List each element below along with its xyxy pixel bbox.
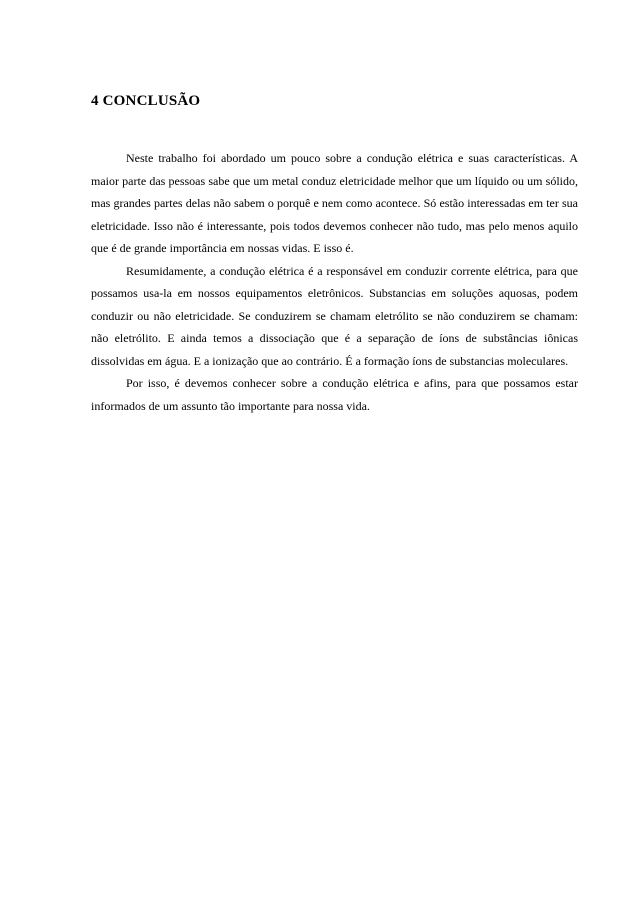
paragraph-3: Por isso, é devemos conhecer sobre a condução elétrica e afins, para que possamos estar informados de um assunto tão importante para nossa vida. — [91, 376, 578, 413]
paragraph-1: Neste trabalho foi abordado um pouco sobre a condução elétrica e suas características. A maior parte das pessoas sabe que um metal conduz eletricidade melhor que um líquido ou um sólido, mas grandes partes delas não sabem o porquê e nem como acontece. Só estão interessadas em ter sua eletricidade. Isso não é interessante, pois todos devemos conhecer não tudo, mas pelo menos aquilo que é de grande importância em nossas vidas. E isso é. — [91, 151, 578, 255]
section-heading: 4 CONCLUSÃO — [91, 93, 201, 109]
body-text — [91, 147, 578, 417]
paragraph-2: Resumidamente, a condução elétrica é a responsável em conduzir corrente elétrica, para que possamos usa-la em nossos equipamentos eletrônicos. Substancias em soluções aquosas, podem conduzir ou não eletricidade. Se conduzirem se chamam eletrólito se não conduzirem se chamam: não eletrólito. E ainda temos a dissociação que é a separação de íons de substâncias iônicas dissolvidas em água. E a ionização que ao contrário. É a formação íons de substancias moleculares. — [91, 263, 578, 368]
